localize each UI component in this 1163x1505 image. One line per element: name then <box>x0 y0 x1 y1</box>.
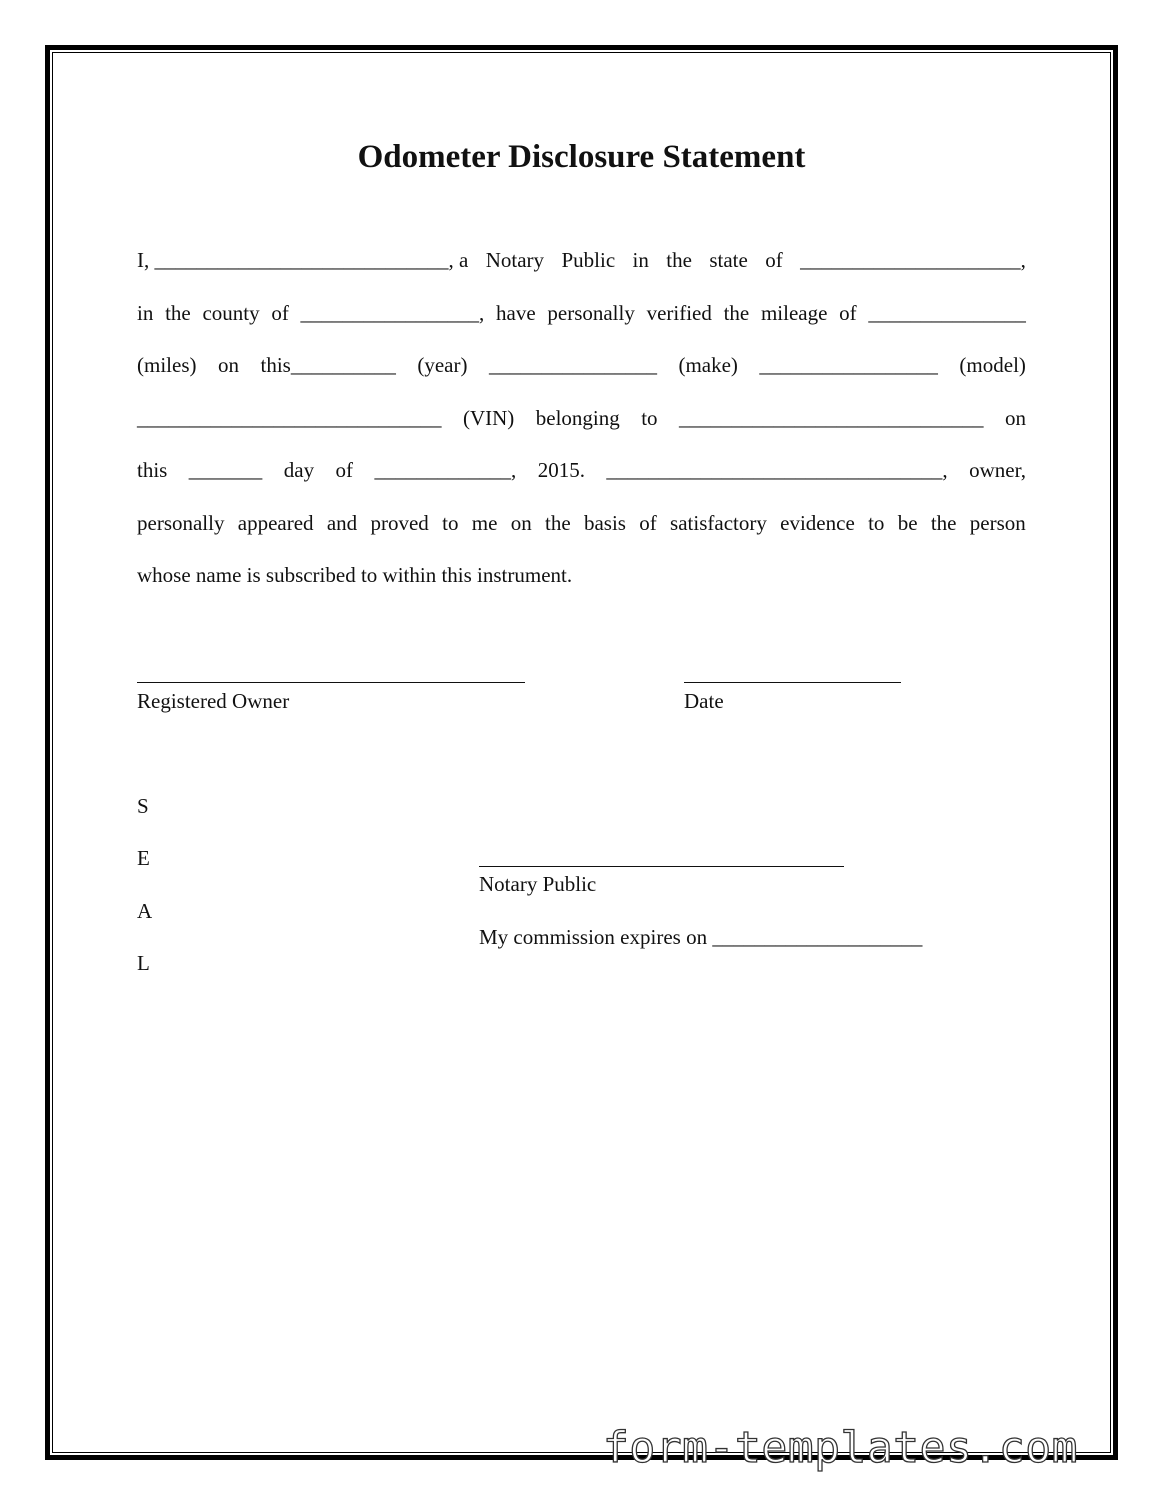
paragraph-line-3 <box>137 339 1026 392</box>
paragraph-word: verified <box>646 300 712 325</box>
notary-signature-line <box>479 866 844 867</box>
paragraph-word: (model) <box>959 353 1026 377</box>
watermark-text: form-templates.com <box>603 1423 1078 1473</box>
paragraph-word: 2015. <box>537 458 585 482</box>
paragraph-word: and <box>326 510 358 535</box>
paragraph-word: state <box>709 248 748 272</box>
paragraph-word: in <box>632 248 649 272</box>
paragraph-word: (miles) <box>137 353 197 377</box>
paragraph-word: this <box>137 458 168 482</box>
paragraph-word: proved <box>370 510 429 535</box>
paragraph-word: _____________________________ <box>679 405 984 430</box>
paragraph-word: of <box>765 248 783 272</box>
paragraph-word: be <box>897 510 918 535</box>
paragraph-word: the <box>930 510 957 535</box>
paragraph-line-4 <box>137 392 1026 445</box>
seal-letter-a: A <box>137 899 153 923</box>
paragraph-word: _________________ <box>759 353 938 377</box>
paragraph-word: of <box>271 300 289 325</box>
paragraph-word: the <box>666 248 692 272</box>
paragraph-line-6 <box>137 497 1026 550</box>
paragraph-word: (year) <box>417 353 468 377</box>
paragraph-word: the <box>723 300 750 325</box>
paragraph-word: ________________________________, <box>606 458 948 482</box>
owner-signature-line <box>137 682 525 683</box>
paragraph-word: _______________ <box>868 300 1026 325</box>
paragraph-word: personally <box>547 300 635 325</box>
document-title: Odometer Disclosure Statement <box>357 139 806 175</box>
paragraph-word: person <box>969 510 1026 535</box>
paragraph-word: of <box>839 300 857 325</box>
paragraph-line-1 <box>137 234 1026 287</box>
paragraph-word: _____________________, <box>800 248 1026 272</box>
registered-owner-label: Registered Owner <box>137 689 290 713</box>
seal-letter-l: L <box>137 951 150 975</box>
paragraph-word: I, ____________________________, a <box>137 248 469 272</box>
paragraph-word: to <box>641 405 658 430</box>
paragraph-word: to <box>442 510 459 535</box>
seal-letter-e: E <box>137 846 150 870</box>
notary-public-label: Notary Public <box>479 872 597 896</box>
paragraph-word: owner, <box>969 458 1026 482</box>
paragraph-word: me <box>471 510 498 535</box>
paragraph-line-7: whose name is subscribed to within this instrument. <box>137 563 573 587</box>
date-line <box>684 682 901 683</box>
paragraph-word: _________________, <box>300 300 485 325</box>
paragraph-word: (make) <box>678 353 738 377</box>
paragraph-word: on <box>1005 405 1026 430</box>
paragraph-word: county <box>202 300 260 325</box>
paragraph-word: _____________, <box>374 458 517 482</box>
paragraph-word: in <box>137 300 154 325</box>
paragraph-word: of <box>335 458 354 482</box>
paragraph-word: _____________________________ <box>137 405 442 430</box>
date-label: Date <box>684 689 724 713</box>
paragraph-word: evidence <box>780 510 855 535</box>
paragraph-word: belonging <box>535 405 620 430</box>
paragraph-word: appeared <box>237 510 314 535</box>
paragraph-word: the <box>165 300 191 325</box>
paragraph-word: of <box>639 510 657 535</box>
paragraph-line-2 <box>137 287 1026 340</box>
paragraph-word: basis <box>583 510 626 535</box>
paragraph-word: personally <box>137 510 225 535</box>
seal-letter-s: S <box>137 794 149 818</box>
paragraph-word: Notary <box>485 248 545 272</box>
paragraph-word: _______ <box>188 458 263 482</box>
paragraph-word: (VIN) <box>462 405 515 430</box>
commission-expires-text: My commission expires on ____________________ <box>479 925 923 949</box>
paragraph-word: satisfactory <box>670 510 767 535</box>
paragraph-word: day <box>283 458 315 482</box>
paragraph-word: this__________ <box>260 353 396 377</box>
paragraph-word: have <box>496 300 536 325</box>
statement-paragraph <box>137 234 1026 602</box>
paragraph-word: ________________ <box>488 353 657 377</box>
paragraph-word: on <box>217 353 239 377</box>
paragraph-word: mileage <box>760 300 828 325</box>
paragraph-word: to <box>868 510 885 535</box>
paragraph-word: the <box>545 510 571 535</box>
paragraph-word: on <box>510 510 532 535</box>
paragraph-line-5 <box>137 444 1026 497</box>
paragraph-word: Public <box>561 248 616 272</box>
